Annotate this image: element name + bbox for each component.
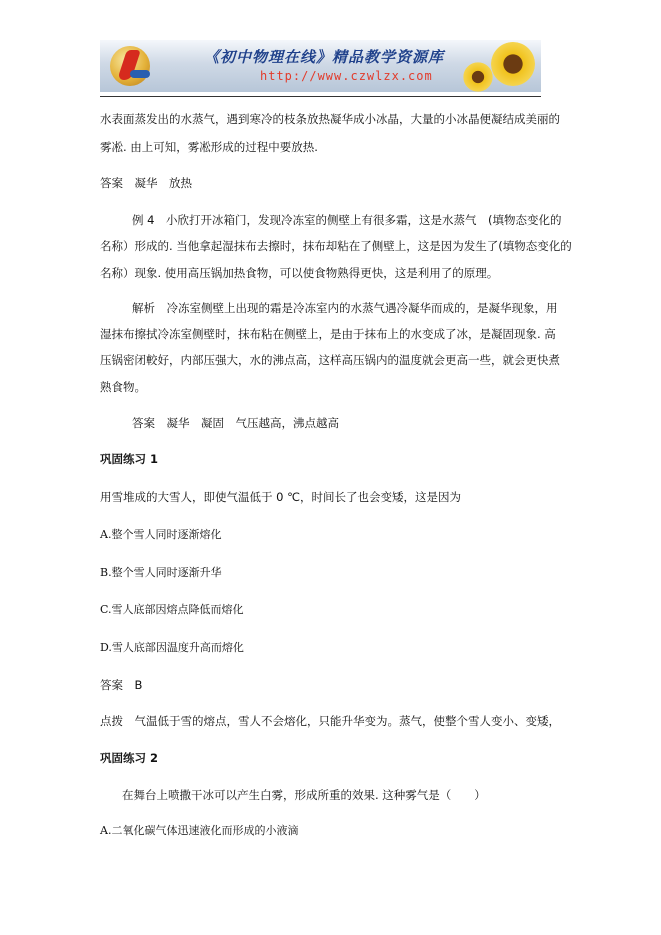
option-a: A.二氧化碳气体迅速液化而形成的小液滴 (100, 824, 299, 837)
text-line: 熟食物。 (100, 380, 146, 394)
option-d: D.雪人底部因温度升高而熔化 (100, 641, 244, 654)
option-c: C.雪人底部因熔点降低而熔化 (100, 603, 244, 616)
banner-title: 《初中物理在线》精品教学资源库 (204, 48, 445, 66)
header-banner (100, 40, 541, 92)
text-line: 雾凇. 由上可知，雾凇形成的过程中要放热. (100, 140, 318, 154)
sunflower-small-image (463, 62, 493, 92)
header-divider (100, 96, 541, 97)
option-b: B.整个雪人同时逐渐升华 (100, 566, 222, 579)
section-heading: 巩固练习 1 (100, 452, 159, 466)
example-line: 例 4 小欣打开冰箱门，发现冷冻室的侧壁上有很多霜，这是水蒸气 (填物态变化的 (132, 213, 562, 227)
text-line: 压锅密闭較好，内部压强大，水的沸点高，这样高压锅内的温度就会更高一些，就会更快煮 (100, 353, 560, 367)
text-line: 湿抹布擦拭冷冻室侧壁时，抹布粘在侧壁上，是由于抹布上的水变成了冰，是凝固现象. 高 (100, 327, 556, 341)
text-line: 水表面蒸发出的水蒸气，遇到寒冷的枝条放热凝华成小冰晶，大量的小冰晶便凝结成美丽的 (100, 112, 560, 126)
answer-line: 答案 凝华 放热 (100, 176, 192, 190)
hint-line: 点拨 气温低于雪的熔点，雪人不会熔化，只能升华变为。蒸气，使整个雪人变小、变矮， (100, 714, 560, 728)
question-line: 在舞台上喷撒干冰可以产生白雾，形成所重的效果. 这种雾气是（ ） (122, 788, 486, 802)
logo-blue-mark (130, 70, 150, 78)
answer-line: 答案 凝华 凝固 气压越高，沸点越高 (132, 416, 339, 430)
text-line: 名称）形成的. 当他拿起湿抹布去擦时，抹布却粘在了侧壁上，这是因为发生了(填物态变化的 (100, 239, 572, 253)
option-a: A.整个雪人同时逐渐熔化 (100, 528, 222, 541)
answer-line: 答案 B (100, 678, 143, 692)
text-line: 名称）现象. 使用高压锅加热食物，可以使食物熟得更快，这是利用了的原理。 (100, 266, 499, 280)
sunflower-image (491, 42, 535, 86)
banner-url: http://www.czwlzx.com (260, 69, 433, 83)
analysis-line: 解析 冷冻室侧壁上出现的霜是冷冻室内的水蒸气遇冷凝华而成的，是凝华现象，用 (132, 301, 558, 315)
section-heading: 巩固练习 2 (100, 751, 159, 765)
question-line: 用雪堆成的大雪人，即使气温低于 0 ℃，时间长了也会变矮，这是因为 (100, 490, 462, 504)
